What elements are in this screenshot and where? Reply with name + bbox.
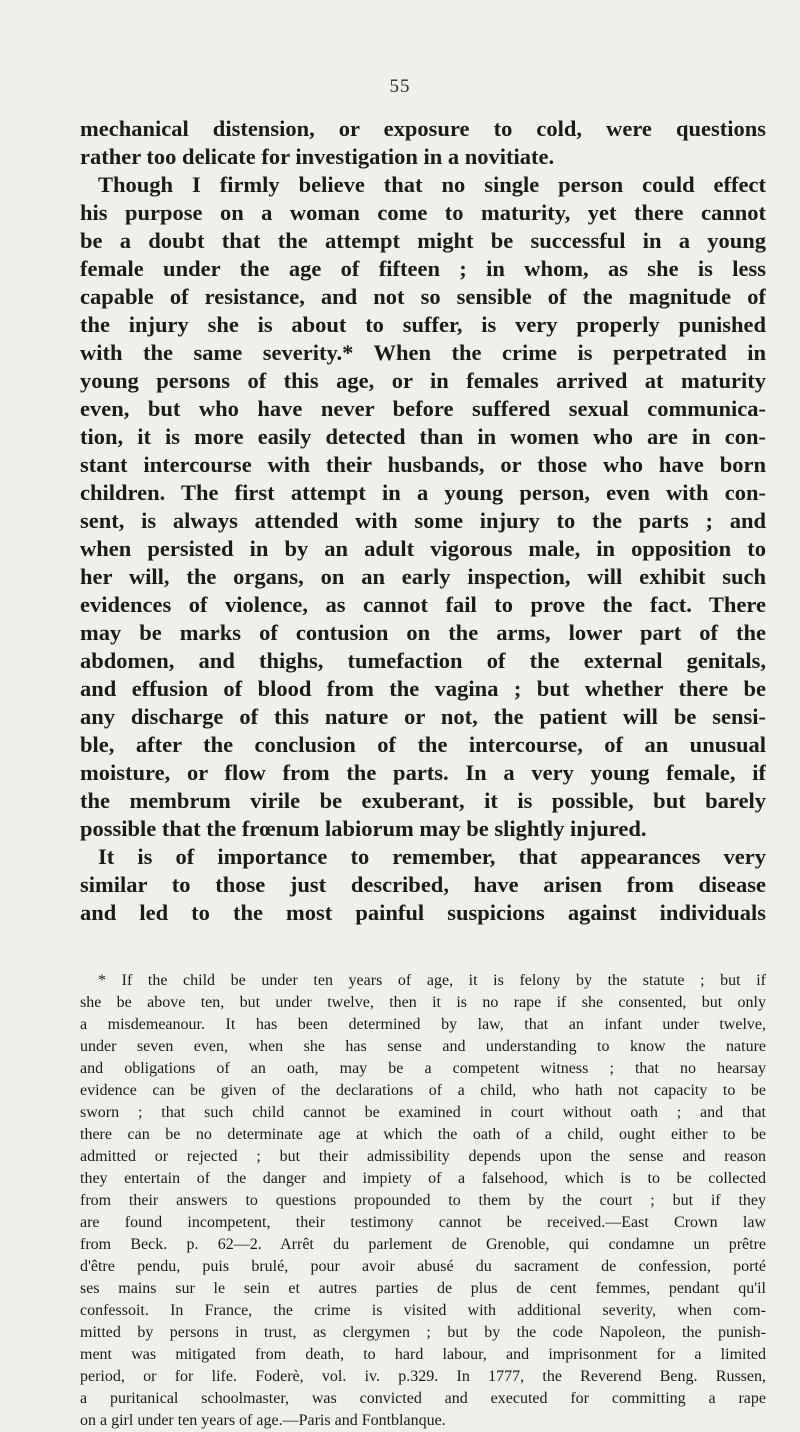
text-line: capable of resistance, and not so sensible of the magnitude of <box>80 284 766 309</box>
text-line: even, but who have never before suffered sexual communica- <box>80 396 766 421</box>
footnote <box>80 970 766 1432</box>
page-number: 55 <box>389 76 411 97</box>
text-line: her will, the organs, on an early inspection, will exhibit such <box>80 564 766 589</box>
main-text <box>80 115 766 927</box>
footnote-line: mitted by persons in trust, as clergymen ; but by the code Napoleon, the punish- <box>80 1324 766 1341</box>
footnote-line: confessoit. In France, the crime is visited with additional severity, when com- <box>80 1302 766 1319</box>
footnote-line: period, or for life. Foderè, vol. iv. p.329. In 1777, the Reverend Beng. Russen, <box>80 1368 766 1385</box>
text-line: mechanical distension, or exposure to cold, were questions <box>80 116 766 141</box>
text-line: the membrum virile be exuberant, it is possible, but barely <box>80 788 766 813</box>
text-line: and led to the most painful suspicions against individuals <box>80 900 766 925</box>
footnote-line: ses mains sur le sein et autres parties de plus de cent femmes, pendant qu'il <box>80 1280 766 1297</box>
text-line: evidences of violence, as cannot fail to prove the fact. There <box>80 592 766 617</box>
text-line: be a doubt that the attempt might be successful in a young <box>80 228 766 253</box>
footnote-line: a puritanical schoolmaster, was convicted and executed for committing a rape <box>80 1390 766 1407</box>
footnote-line: there can be no determinate age at which the oath of a child, ought either to be <box>80 1126 766 1143</box>
footnote-line: * If the child be under ten years of age, it is felony by the statute ; but if <box>98 972 766 989</box>
footnote-line: on a girl under ten years of age.—Paris and Fontblanque. <box>80 1412 446 1429</box>
text-line: stant intercourse with their husbands, or those who have born <box>80 452 766 477</box>
footnote-line: from Beck. p. 62—2. Arrêt du parlement de Grenoble, qui condamne un prêtre <box>80 1236 766 1253</box>
footnote-line: she be above ten, but under twelve, then it is no rape if she consented, but only <box>80 994 766 1011</box>
text-line: Though I firmly believe that no single person could effect <box>98 172 766 197</box>
footnote-line: a misdemeanour. It has been determined by law, that an infant under twelve, <box>80 1016 766 1033</box>
text-line: moisture, or flow from the parts. In a very young female, if <box>80 760 766 785</box>
text-line: when persisted in by an adult vigorous male, in opposition to <box>80 536 766 561</box>
text-line: female under the age of fifteen ; in whom, as she is less <box>80 256 766 281</box>
text-line: any discharge of this nature or not, the patient will be sensi- <box>80 704 766 729</box>
text-line: young persons of this age, or in females arrived at maturity <box>80 368 766 393</box>
text-line: children. The first attempt in a young person, even with con- <box>80 480 766 505</box>
footnote-line: ment was mitigated from death, to hard labour, and imprisonment for a limited <box>80 1346 766 1363</box>
text-line: with the same severity.* When the crime is perpetrated in <box>80 340 766 365</box>
footnote-line: under seven even, when she has sense and understanding to know the nature <box>80 1038 766 1055</box>
text-line: tion, it is more easily detected than in women who are in con- <box>80 424 766 449</box>
text-line: his purpose on a woman come to maturity, yet there cannot <box>80 200 766 225</box>
footnote-line: they entertain of the danger and impiety of a falsehood, which is to be collected <box>80 1170 766 1187</box>
footnote-line: sworn ; that such child cannot be examined in court without oath ; and that <box>80 1104 766 1121</box>
text-line: the injury she is about to suffer, is very properly punished <box>80 312 766 337</box>
text-line: It is of importance to remember, that appearances very <box>98 844 766 869</box>
footnote-line: d'être pendu, puis brulé, pour avoir abusé du sacrament de confession, porté <box>80 1258 766 1275</box>
footnote-line: are found incompetent, their testimony cannot be received.—East Crown law <box>80 1214 766 1231</box>
text-line: sent, is always attended with some injury to the parts ; and <box>80 508 766 533</box>
text-line: and effusion of blood from the vagina ; but whether there be <box>80 676 766 701</box>
text-line: may be marks of contusion on the arms, lower part of the <box>80 620 766 645</box>
footnote-line: and obligations of an oath, may be a competent witness ; that no hearsay <box>80 1060 766 1077</box>
footnote-line: evidence can be given of the declarations of a child, who hath not capacity to be <box>80 1082 766 1099</box>
text-line: ble, after the conclusion of the intercourse, of an unusual <box>80 732 766 757</box>
footnote-line: from their answers to questions propounded to them by the court ; but if they <box>80 1192 766 1209</box>
text-line: abdomen, and thighs, tumefaction of the external genitals, <box>80 648 766 673</box>
text-line: similar to those just described, have arisen from disease <box>80 872 766 897</box>
text-line: possible that the frœnum labiorum may be slightly injured. <box>80 816 647 841</box>
text-line: rather too delicate for investigation in a novitiate. <box>80 144 555 169</box>
footnote-line: admitted or rejected ; but their admissibility depends upon the sense and reason <box>80 1148 766 1165</box>
